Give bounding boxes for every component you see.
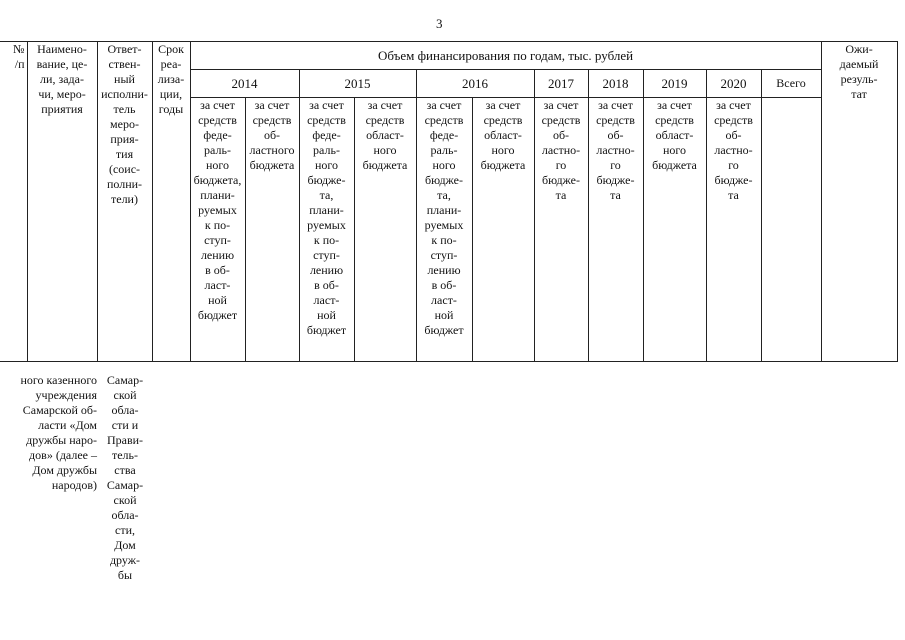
header-number: № /п — [0, 42, 27, 362]
header-period: Срок реа- лиза- ции, годы — [152, 42, 190, 362]
source-2015-regional: за счет средств област- ного бюджета — [354, 98, 416, 362]
page-number: 3 — [436, 16, 443, 31]
year-total: Всего — [761, 70, 821, 98]
continuation-executor: Самар- ской обла- сти и Прави- тель- ства Самар- ской обла- сти, Дом друж- бы — [106, 373, 144, 582]
year-2016: 2016 — [416, 70, 534, 98]
year-2018: 2018 — [588, 70, 643, 98]
header-result: Ожи- даемый резуль- тат — [821, 42, 897, 362]
source-2018-regional: за счет средств об- ластно- го бюдже- та — [588, 98, 643, 362]
source-2020-regional: за счет средств об- ластно- го бюдже- та — [706, 98, 761, 362]
source-2014-federal: за счет средств феде- раль- ного бюджета, плани- руемых к по- ступ- лению в об- ласт- ной бюджет — [190, 98, 245, 362]
source-2017-regional: за счет средств об- ластно- го бюдже- та — [534, 98, 588, 362]
year-2014: 2014 — [190, 70, 299, 98]
header-name: Наимено- вание, це- ли, зада- чи, меро- приятия — [27, 42, 97, 362]
continuation-name: ного казенного учреждения Самарской об- ласти «Дом дружбы наро- дов» (далее – Дом дружбы народов) — [20, 373, 97, 492]
source-2014-regional: за счет средств об- ластного бюджета — [245, 98, 299, 362]
source-2015-federal: за счет средств феде- раль- ного бюдже- та, плани- руемых к по- ступ- лению в об- ласт- ной бюджет — [299, 98, 354, 362]
year-2020: 2020 — [706, 70, 761, 98]
header-executor: Ответ- ствен- ный исполни- тель меро- прия- тия (соис- полни- тели) — [97, 42, 152, 362]
header-financing: Объем финансирования по годам, тыс. рублей — [190, 42, 821, 70]
financing-table — [0, 41, 898, 362]
year-2019: 2019 — [643, 70, 706, 98]
source-total — [761, 98, 821, 362]
source-2016-regional: за счет средств област- ного бюджета — [472, 98, 534, 362]
source-2016-federal: за счет средств феде- раль- ного бюдже- та, плани- руемых к по- ступ- лению в об- ласт- ной бюджет — [416, 98, 472, 362]
year-2015: 2015 — [299, 70, 416, 98]
source-2019-regional: за счет средств област- ного бюджета — [643, 98, 706, 362]
year-2017: 2017 — [534, 70, 588, 98]
